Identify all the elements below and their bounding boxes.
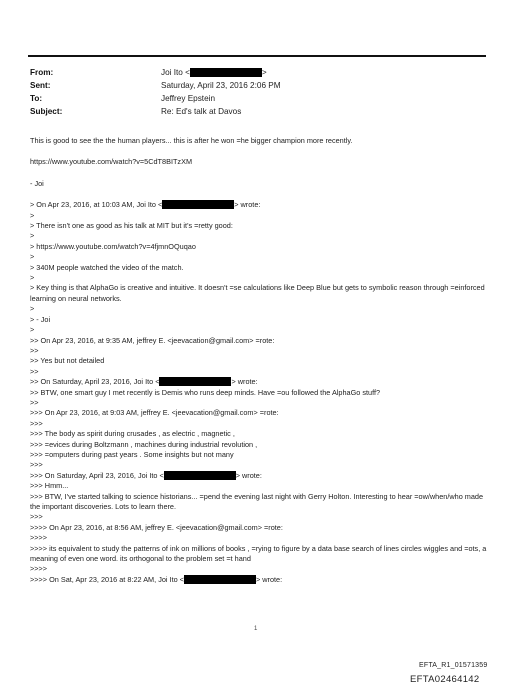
quoted-line: >>>> bbox=[30, 533, 48, 543]
quoted-line: >>> BTW, I've started talking to science historians... =pend the evening last night with Gerry Holton. Interesting to hear =ow/when/who made the important discoveries. Lots to learn there. bbox=[30, 491, 484, 511]
redaction-box bbox=[162, 200, 234, 209]
from-suffix: > bbox=[261, 68, 267, 77]
quoted-line: >>> bbox=[30, 512, 43, 522]
quoted-line: > bbox=[30, 304, 35, 314]
subject-label: Subject: bbox=[30, 107, 63, 116]
redaction-box bbox=[164, 471, 236, 480]
quoted-line bbox=[30, 471, 492, 481]
quote-attribution: > On Apr 23, 2016, at 10:03 AM, Joi Ito < bbox=[30, 200, 163, 210]
quote-attribution: >>> On Saturday, April 23, 2016, Joi Ito < bbox=[30, 470, 164, 480]
quote-attribution-suffix: > wrote: bbox=[234, 200, 261, 210]
quoted-line bbox=[30, 575, 492, 585]
quoted-line: > bbox=[30, 252, 35, 262]
redaction-box bbox=[159, 377, 231, 386]
quoted-line: > 340M people watched the video of the match. bbox=[30, 262, 184, 272]
quoted-line: > - Joi bbox=[30, 314, 51, 324]
quoted-line bbox=[30, 200, 492, 210]
quote-attribution-suffix: > wrote: bbox=[235, 470, 262, 480]
quote-attribution: >> On Saturday, April 23, 2016, Joi Ito < bbox=[30, 377, 160, 387]
body-link: https://www.youtube.com/watch?v=5CdT8BITzXM bbox=[30, 157, 193, 167]
bates-stamp-large: EFTA02464142 bbox=[410, 674, 480, 685]
email-body bbox=[30, 136, 492, 585]
bates-stamp-small: EFTA_R1_01571359 bbox=[419, 662, 488, 669]
quoted-line: >> bbox=[30, 397, 39, 407]
from-name: Joi Ito < bbox=[161, 68, 190, 77]
quoted-line: >> Yes but not detailed bbox=[30, 356, 105, 366]
quoted-line: > bbox=[30, 325, 35, 335]
quoted-line bbox=[30, 377, 492, 387]
quote-attribution-suffix: > wrote: bbox=[255, 574, 283, 584]
quoted-line: >> bbox=[30, 366, 39, 376]
page-number: 1 bbox=[254, 626, 258, 632]
quoted-line: >>> =evices during Boltzmann , machines during industrial revolution , bbox=[30, 439, 258, 449]
quoted-link: > https://www.youtube.com/watch?v=4fjmnOQuqao bbox=[30, 241, 196, 251]
quoted-line: >>> bbox=[30, 418, 43, 428]
redaction-box bbox=[184, 575, 256, 584]
quoted-line: >> BTW, one smart guy I met recently is Demis who runs deep minds. Have =ou followed the AlphaGo stuff? bbox=[30, 387, 381, 397]
quoted-line: > Key thing is that AlphaGo is creative and intuitive. It doesn't =se calculations like Deep Blue but gets to symbolic reason through =einforced learning on neural networks. bbox=[30, 283, 485, 303]
subject-value: Re: Ed's talk at Davos bbox=[161, 107, 242, 116]
quoted-line: >>>> On Apr 23, 2016, at 8:56 AM, jeffrey E. <jeevacation@gmail.com> =rote: bbox=[30, 522, 283, 532]
quoted-line: > bbox=[30, 231, 35, 241]
quoted-line: > There isn't one as good as his talk at MIT but it's =retty good: bbox=[30, 221, 233, 231]
quoted-line: >>> =omputers during past years . Some insights but not many bbox=[30, 449, 234, 459]
to-value: Jeffrey Epstein bbox=[161, 94, 216, 103]
from-label: From: bbox=[30, 68, 54, 77]
quoted-line: >> bbox=[30, 345, 39, 355]
body-paragraph: This is good to see the the human players... this is after he won =he bigger champion more recently. bbox=[30, 136, 353, 145]
quoted-line: >>>> bbox=[30, 564, 48, 574]
quoted-line: >>> bbox=[30, 460, 43, 470]
quoted-line: > bbox=[30, 210, 35, 220]
quoted-line: > bbox=[30, 273, 35, 283]
quoted-line: >>> Hmm... bbox=[30, 481, 69, 491]
quoted-line: >>> On Apr 23, 2016, at 9:03 AM, jeffrey E. <jeevacation@gmail.com> =rote: bbox=[30, 408, 279, 418]
quote-attribution: >>>> On Sat, Apr 23, 2016 at 8:22 AM, Joi Ito < bbox=[30, 574, 184, 584]
quoted-line: >> On Apr 23, 2016, at 9:35 AM, jeffrey E. <jeevacation@gmail.com> =rote: bbox=[30, 335, 275, 345]
quoted-line: >>>> its equivalent to study the patterns of ink on millions of books , =rying to figure by a data base search of lines circles wiggles and =ots, a meaning of even one word. its orthogonal to the problem set =t hand bbox=[30, 543, 487, 564]
header-rule bbox=[28, 55, 486, 57]
from-value bbox=[161, 66, 267, 79]
redaction-box bbox=[190, 68, 262, 77]
quote-attribution-suffix: > wrote: bbox=[231, 377, 258, 387]
sent-label: Sent: bbox=[30, 81, 51, 90]
to-label: To: bbox=[30, 94, 43, 103]
body-signature: - Joi bbox=[30, 178, 44, 188]
sent-value: Saturday, April 23, 2016 2:06 PM bbox=[161, 81, 281, 90]
quoted-line: >>> The body as spirit during crusades , as electric , magnetic , bbox=[30, 429, 235, 439]
